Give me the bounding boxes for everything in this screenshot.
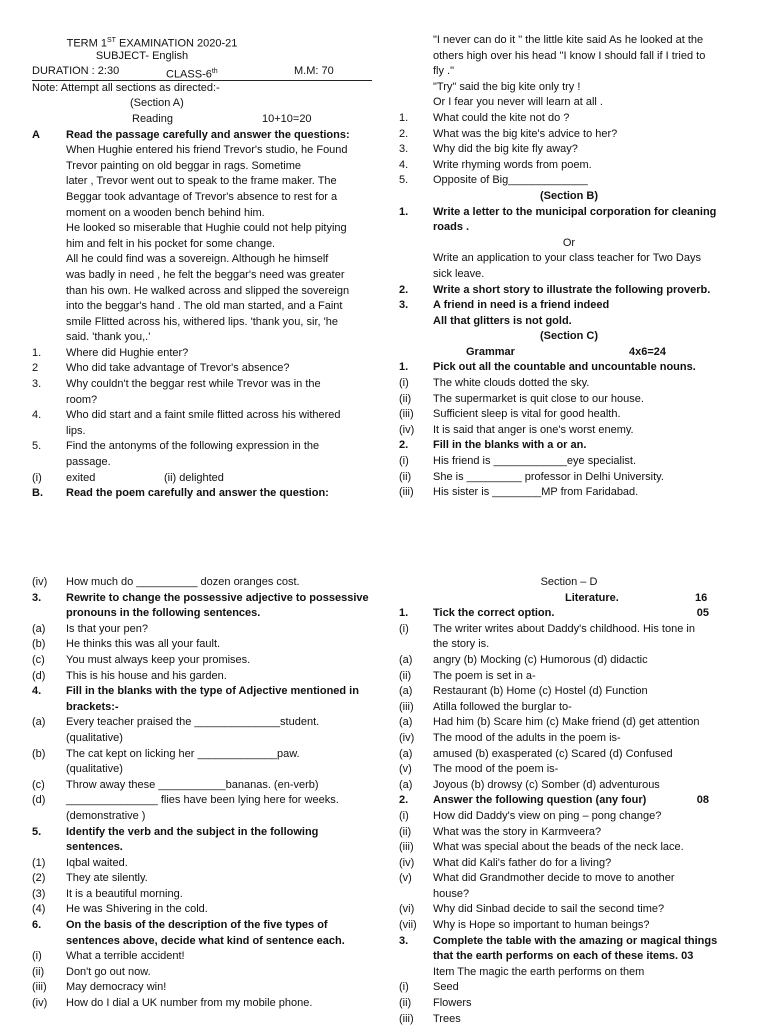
item-number: 3.: [399, 934, 409, 947]
item-text: Flowers: [433, 997, 472, 1010]
item-text: How do I dial a UK number from my mobile phone.: [66, 997, 313, 1010]
item-number: (1): [32, 856, 46, 869]
item-number: (ii): [399, 669, 412, 682]
article-sentence: [399, 470, 739, 486]
item-marks: 05: [696, 607, 709, 620]
item-number: (a): [32, 622, 46, 635]
item-text: Who did take advantage of Trevor's absence?: [66, 362, 290, 375]
top-left-column: [32, 33, 372, 502]
item-number: (iii): [32, 981, 47, 994]
reading-question-line: [32, 424, 372, 440]
grammar-line: [32, 887, 372, 903]
item-text: It is a beautiful morning.: [66, 887, 183, 900]
item-number: (c): [32, 653, 45, 666]
reading-heading: Reading 10+10=20: [132, 112, 312, 125]
item-number: 3.: [32, 378, 42, 391]
grammar-line: [32, 918, 372, 934]
item-number: 4.: [32, 685, 42, 698]
item-number: 2.: [399, 794, 409, 807]
item-number: 5.: [32, 825, 42, 838]
item-text: His friend is ____________eye specialist.: [433, 455, 637, 468]
item-number: (2): [32, 872, 46, 885]
passage-line: [32, 206, 372, 222]
item-text: house?: [433, 887, 470, 900]
grammar-line: [32, 809, 372, 825]
item-number: 3.: [399, 143, 409, 156]
grammar-line: [32, 840, 372, 856]
articles-list: [399, 454, 739, 501]
item-number: (d): [32, 794, 46, 807]
item-text: What was special about the beads of the neck lace.: [433, 841, 684, 854]
item-text: Why couldn't the beggar rest while Trevor was in the: [66, 378, 321, 391]
literature-line: [399, 1012, 739, 1027]
grammar-heading: Grammar 4x6=24: [466, 345, 667, 358]
passage-line: [32, 221, 372, 237]
item-text: brackets:-: [66, 700, 119, 713]
item-text: into the beggar's hand . The old man started, and a Faint: [66, 300, 343, 313]
passage-line: [32, 252, 372, 268]
poem-line: Or I fear you never will learn at all .: [433, 96, 603, 109]
item-number: (iv): [32, 576, 48, 588]
literature-line: [399, 965, 739, 981]
literature-line: [399, 653, 739, 669]
item-text: said. 'thank you,.': [66, 331, 151, 344]
passage-line: [32, 315, 372, 331]
reading-question-line: [32, 346, 372, 362]
poem-line: others high over his head "I know I should fall if I tried to: [433, 49, 706, 62]
grammar-line: [32, 731, 372, 747]
passage-line: [32, 190, 372, 206]
item-number: (v): [399, 763, 412, 776]
item-text: Trees: [433, 1012, 461, 1025]
item-text: roads .: [433, 221, 470, 234]
item-number: 1.: [399, 111, 409, 124]
item-text: What could the kite not do ?: [433, 111, 570, 124]
section-a-heading: (Section A): [130, 97, 184, 110]
item-number: (iv): [32, 997, 48, 1010]
passage-line: [32, 330, 372, 346]
reading-question-line: [32, 361, 372, 377]
item-text: Find the antonyms of the following expression in the: [66, 440, 320, 453]
reading-question-line: [32, 393, 372, 409]
item-number: (vi): [399, 903, 415, 916]
item-number: (a): [399, 747, 413, 760]
noun-sentence: [399, 407, 739, 423]
item-number: 4.: [399, 158, 409, 171]
item-marks: 08: [696, 794, 709, 807]
item-text: Tick the correct option.: [433, 607, 555, 620]
item-number: 4.: [32, 409, 42, 422]
item-text: What did Kali's father do for a living?: [433, 856, 612, 869]
literature-line: [399, 840, 739, 856]
item-text: him and felt in his pocket for some change.: [66, 237, 276, 250]
item-number: (vii): [399, 919, 417, 932]
literature-line: [399, 762, 739, 778]
application-line: [399, 251, 739, 267]
literature-line: [399, 949, 739, 965]
literature-line: [399, 606, 739, 622]
literature-line: [399, 715, 739, 731]
item-number: (a): [399, 685, 413, 698]
item-text: Is that your pen?: [66, 622, 148, 635]
or-label: Or: [562, 236, 576, 249]
item-text: The writer writes about Daddy's childhood. His tone in: [433, 622, 695, 635]
literature-questions: [399, 606, 739, 1027]
item-text: sentences above, decide what kind of sentence each.: [66, 934, 345, 947]
item-text: Why did the big kite fly away?: [433, 143, 578, 156]
letter-question: [399, 205, 739, 236]
grammar-line: [32, 980, 372, 996]
item-number: (iii): [399, 408, 414, 421]
grammar-line: [32, 762, 372, 778]
item-number: (i): [399, 981, 409, 994]
item-number: (ii): [399, 470, 412, 483]
grammar-line: [32, 902, 372, 918]
subject-line: SUBJECT- English: [95, 49, 189, 62]
item-number: (iv): [399, 423, 415, 436]
literature-line: [399, 637, 739, 653]
item-text: Item The magic the earth performs on them: [433, 965, 645, 978]
poem-line: "Try" said the big kite only try !: [433, 80, 581, 93]
grammar-line: [32, 856, 372, 872]
item-text: Don't go out now.: [66, 965, 151, 978]
passage-line: [32, 268, 372, 284]
item-text: Rewrite to change the possessive adjective to possessive: [66, 591, 369, 604]
item-text: Write rhyming words from poem.: [433, 158, 592, 171]
passage-line: [32, 174, 372, 190]
literature-line: [399, 871, 739, 887]
reading-question-line: [32, 408, 372, 424]
reading-questions: [32, 346, 372, 471]
literature-line: [399, 793, 739, 809]
article-sentence: [399, 454, 739, 470]
literature-line: [399, 887, 739, 903]
literature-line: [399, 809, 739, 825]
item-text: Seed: [433, 981, 459, 994]
section-c-heading: (Section C): [539, 330, 599, 343]
item-text: pronouns in the following sentences.: [66, 607, 261, 620]
kite-poem: [399, 33, 739, 111]
literature-line: [399, 669, 739, 685]
grammar-line: [32, 575, 372, 591]
item-text: Who did start and a faint smile flitted across his withered: [66, 409, 341, 422]
literature-line: [399, 902, 739, 918]
item-number: (i): [399, 377, 409, 390]
item-text: Sufficient sleep is vital for good health.: [433, 408, 621, 421]
literature-line: [399, 700, 739, 716]
item-text: Throw away these ___________bananas. (en-verb): [66, 778, 319, 791]
noun-sentence: [399, 392, 739, 408]
proverb-1: 3. A friend in need is a friend indeed: [399, 299, 610, 312]
item-text: He was Shivering in the cold.: [66, 903, 208, 916]
literature-line: [399, 731, 739, 747]
item-number: (iv): [399, 731, 415, 744]
question-a: A Read the passage carefully and answer the questions:: [32, 128, 350, 141]
item-number: 1.: [399, 607, 409, 620]
item-number: 1.: [32, 346, 42, 359]
item-text: The white clouds dotted the sky.: [433, 377, 590, 390]
grammar-line: [32, 591, 372, 607]
articles-question: 2. Fill in the blanks with a or an.: [399, 439, 587, 452]
item-text: Fill in the blanks with the type of Adjective mentioned in: [66, 685, 359, 698]
poem-question: [399, 142, 739, 158]
grammar-line: [32, 793, 372, 809]
grammar-line: [32, 684, 372, 700]
poem-line: fly .": [433, 65, 455, 78]
item-number: (c): [32, 778, 45, 791]
proverb-2: All that glitters is not gold.: [433, 314, 572, 327]
reading-question-line: [32, 377, 372, 393]
item-number: (v): [399, 872, 412, 885]
item-number: 1.: [399, 205, 409, 218]
grammar-line: [32, 934, 372, 950]
poem-questions: [399, 111, 739, 189]
item-text: angry (b) Mocking (c) Humorous (d) didactic: [433, 653, 648, 666]
grammar-line: [32, 700, 372, 716]
bottom-left-column: [32, 575, 372, 1012]
article-sentence: [399, 485, 739, 501]
passage-line: [32, 237, 372, 253]
item-number: (ii): [399, 392, 412, 405]
item-text: lips.: [66, 424, 86, 437]
literature-line: [399, 684, 739, 700]
item-text: room?: [66, 393, 98, 406]
grammar-line: [32, 715, 372, 731]
grammar-line: [32, 778, 372, 794]
literature-line: [399, 622, 739, 638]
literature-line: [399, 934, 739, 950]
grammar-line: [32, 669, 372, 685]
item-text: Identify the verb and the subject in the following: [66, 825, 319, 838]
application-line: [399, 267, 739, 283]
item-text: He thinks this was all your fault.: [66, 638, 221, 651]
literature-line: [399, 747, 739, 763]
item-text: (qualitative): [66, 731, 123, 744]
grammar-line: [32, 606, 372, 622]
question-b: B. Read the poem carefully and answer the question:: [32, 487, 329, 500]
item-text: Joyous (b) drowsy (c) Somber (d) adventurous: [433, 778, 660, 791]
item-text: (qualitative): [66, 763, 123, 776]
nouns-list: [399, 376, 739, 438]
item-number: (iii): [399, 486, 414, 499]
antonym-options: (i) exited (ii) delighted: [32, 471, 224, 484]
item-text: The mood of the poem is-: [433, 763, 559, 776]
item-text: It is said that anger is one's worst enemy.: [433, 423, 634, 436]
item-text: How did Daddy's view on ping – pong change?: [433, 809, 662, 822]
item-number: (a): [399, 716, 413, 729]
item-text: Iqbal waited.: [66, 856, 128, 869]
item-text: _______________ flies have been lying here for weeks.: [66, 794, 339, 807]
item-text: later , Trevor went out to speak to the frame maker. The: [66, 175, 337, 188]
item-number: (i): [399, 809, 409, 822]
item-text: smile Flitted across his, withered lips. 'thank you, sir, 'he: [66, 315, 338, 328]
item-text: How much do __________ dozen oranges cost.: [66, 576, 300, 588]
passage-line: [32, 159, 372, 175]
item-text: The supermarket is quit close to our house.: [433, 392, 644, 405]
item-text: Every teacher praised the ______________student.: [66, 716, 320, 729]
poem-question: [399, 173, 739, 189]
item-number: 2: [32, 362, 39, 375]
item-text: Beggar took advantage of Trevor's absence to rest for a: [66, 190, 338, 203]
item-number: 5.: [399, 174, 409, 187]
bottom-right-column: [399, 575, 739, 1027]
item-text: Write a letter to the municipal corporation for cleaning: [433, 205, 717, 218]
reading-passage: [32, 143, 372, 346]
exam-title: TERM 1ST EXAMINATION 2020-21: [66, 37, 238, 50]
item-text: She is _________ professor in Delhi University.: [433, 470, 664, 483]
item-number: (ii): [399, 997, 412, 1010]
noun-sentence: [399, 423, 739, 439]
grammar-line: [32, 825, 372, 841]
item-number: 5.: [32, 440, 42, 453]
literature-line: [399, 996, 739, 1012]
item-text: Where did Hughie enter?: [66, 346, 189, 359]
item-text: amused (b) exasperated (c) Scared (d) Confused: [433, 747, 673, 760]
item-number: (d): [32, 669, 46, 682]
literature-line: [399, 856, 739, 872]
item-text: than his own. He walked across and slipped the sovereign: [66, 284, 350, 297]
grammar-line: [32, 949, 372, 965]
item-number: 2.: [399, 127, 409, 140]
item-text: What was the big kite's advice to her?: [433, 127, 618, 140]
duration-line: DURATION : 2:30 CLASS-6th M.M: 70: [32, 65, 334, 81]
item-text: What did Grandmother decide to move to another: [433, 872, 675, 885]
item-number: (a): [32, 716, 46, 729]
item-number: (b): [32, 747, 46, 760]
nouns-question: 1. Pick out all the countable and uncountable nouns.: [399, 361, 696, 374]
item-text: was badly in need , he felt the beggar's need was greater: [66, 268, 345, 281]
grammar-line: [32, 871, 372, 887]
grammar-line: [32, 637, 372, 653]
item-text: sick leave.: [433, 267, 485, 280]
item-text: Restaurant (b) Home (c) Hostel (d) Function: [433, 685, 648, 698]
literature-line: [399, 918, 739, 934]
section-b-heading: (Section B): [539, 189, 599, 202]
item-text: What a terrible accident!: [66, 950, 185, 963]
item-text: Trevor painting on old beggar in rags. Sometime: [66, 159, 301, 172]
item-text: that the earth performs on each of these items. 03: [433, 950, 694, 963]
item-text: the story is.: [433, 638, 490, 651]
grammar-line: [32, 653, 372, 669]
item-text: Why is Hope so important to human beings?: [433, 919, 650, 932]
item-number: (ii): [32, 965, 45, 978]
grammar-line: [32, 747, 372, 763]
literature-line: [399, 778, 739, 794]
item-number: (a): [399, 778, 413, 791]
passage-line: [32, 284, 372, 300]
item-number: (iii): [399, 841, 414, 854]
item-text: Opposite of Big_____________: [433, 174, 588, 187]
top-right-column: [399, 33, 739, 501]
item-text: His sister is ________MP from Faridabad.: [433, 486, 639, 499]
poem-question: [399, 127, 739, 143]
section-d-heading: Section – D: [540, 576, 598, 588]
item-text: The cat kept on licking her _____________paw.: [66, 747, 300, 760]
item-text: passage.: [66, 456, 111, 469]
item-text: All he could find was a sovereign. Although he himself: [66, 253, 329, 266]
poem-line: "I never can do it " the little kite said As he looked at the: [433, 34, 704, 46]
item-number: (i): [399, 622, 409, 635]
item-text: This is his house and his garden.: [66, 669, 227, 682]
item-text: On the basis of the description of the five types of: [66, 919, 328, 932]
reading-question-line: [32, 439, 372, 455]
item-text: sentences.: [66, 841, 123, 854]
noun-sentence: [399, 376, 739, 392]
poem-question: [399, 158, 739, 174]
poem-question: [399, 111, 739, 127]
item-text: Write an application to your class teacher for Two Days: [433, 252, 701, 265]
item-text: What was the story in Karmveera?: [433, 825, 602, 838]
item-text: Atilla followed the burglar to-: [433, 700, 572, 713]
application-question: [399, 251, 739, 282]
item-text: The poem is set in a-: [433, 669, 536, 682]
item-number: (a): [399, 653, 413, 666]
item-text: Why did Sinbad decide to sail the second time?: [433, 903, 665, 916]
item-number: (b): [32, 638, 46, 651]
item-text: Answer the following question (any four): [433, 794, 647, 807]
item-number: (iii): [399, 1012, 414, 1025]
story-question: 2. Write a short story to illustrate the following proverb.: [399, 283, 711, 296]
item-text: moment on a wooden bench behind him.: [66, 206, 265, 219]
literature-line: [399, 980, 739, 996]
literature-heading: Literature. 16: [565, 591, 708, 604]
item-text: May democracy win!: [66, 981, 167, 994]
item-text: The mood of the adults in the poem is-: [433, 731, 621, 744]
reading-question-line: [32, 455, 372, 471]
item-text: They ate silently.: [66, 872, 148, 885]
letter-line: [399, 220, 739, 236]
note-line: Note: Attempt all sections as directed:-: [32, 80, 372, 97]
item-text: Complete the table with the amazing or magical things: [433, 934, 718, 947]
item-number: (iii): [399, 700, 414, 713]
item-number: (ii): [399, 825, 412, 838]
passage-line: [32, 299, 372, 315]
grammar-line: [32, 622, 372, 638]
item-text: Had him (b) Scare him (c) Make friend (d) get attention: [433, 716, 700, 729]
item-text: You must always keep your promises.: [66, 653, 251, 666]
item-number: (i): [399, 455, 409, 468]
grammar-line: [32, 996, 372, 1012]
passage-line: [32, 143, 372, 159]
item-number: (3): [32, 887, 46, 900]
literature-line: [399, 825, 739, 841]
item-text: He looked so miserable that Hughie could not help pitying: [66, 222, 347, 235]
letter-line: [399, 205, 739, 221]
item-number: (4): [32, 903, 46, 916]
item-text: (demonstrative ): [66, 809, 146, 822]
item-text: When Hughie entered his friend Trevor's studio, he Found: [66, 144, 348, 157]
item-number: (i): [32, 950, 42, 963]
item-number: 6.: [32, 919, 42, 932]
item-number: (iv): [399, 856, 415, 869]
grammar-line: [32, 965, 372, 981]
item-number: 3.: [32, 591, 42, 604]
